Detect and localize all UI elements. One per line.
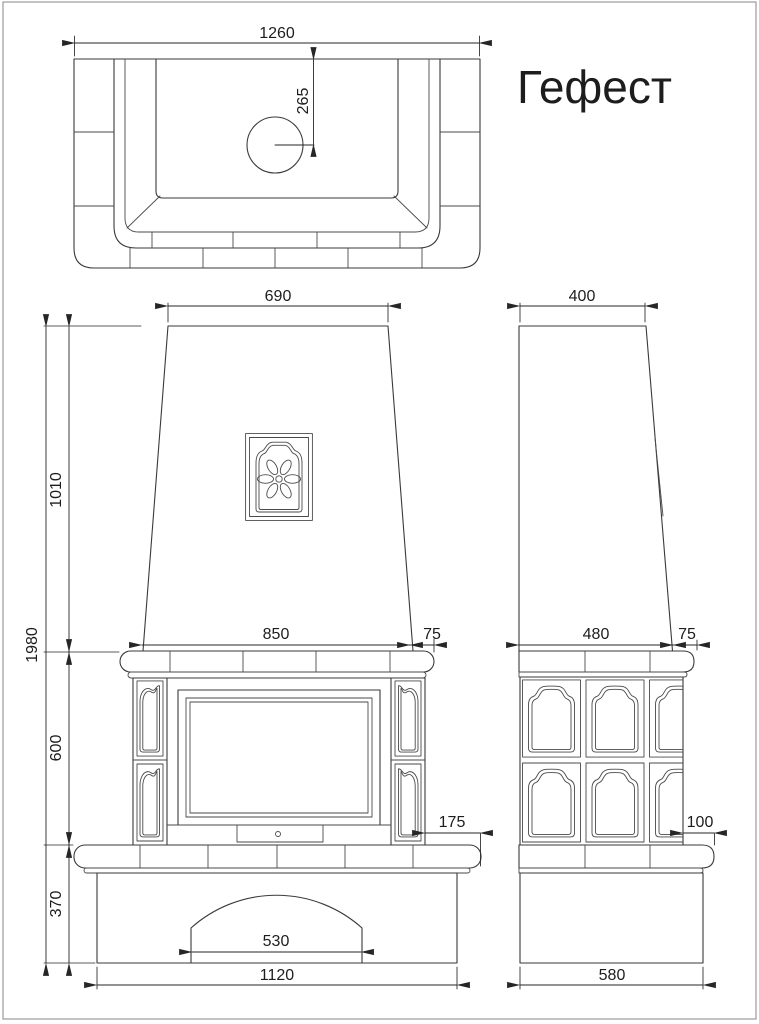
front-view — [24, 288, 481, 989]
dim-base-height: 370 — [48, 890, 65, 918]
dim-side-shelf-overhang: 100 — [686, 814, 714, 831]
dim-side-mantel-overhang: 75 — [678, 626, 696, 643]
plan-wall-outer — [114, 59, 440, 248]
side-hearth-lip — [519, 868, 703, 873]
hearth-shelf — [74, 845, 481, 868]
plan-firebox-chamber — [156, 59, 398, 198]
dim-plan-width: 1260 — [259, 25, 295, 42]
mantel-shelf-joints — [170, 651, 390, 672]
side-hood-seam — [655, 438, 663, 516]
side-mantel-lip — [519, 672, 687, 677]
dim-shelf-overhang-right: 175 — [438, 814, 466, 831]
plan-miter-left — [127, 196, 160, 228]
mantel-shelf-lip — [128, 672, 426, 678]
dim-body-height: 600 — [48, 734, 65, 762]
side-base — [520, 873, 703, 963]
plan-miter-right — [394, 196, 427, 228]
hearth-shelf-lip — [84, 868, 470, 873]
dim-side-top-depth: 400 — [568, 288, 596, 305]
pillar-tile — [137, 764, 163, 841]
vent-grille — [246, 434, 313, 521]
plan-hearth-slab — [74, 59, 480, 268]
firebox-door — [178, 690, 380, 825]
side-view — [519, 288, 715, 989]
page-border — [3, 2, 756, 1019]
side-body — [520, 677, 683, 845]
pillar-tile — [395, 764, 421, 841]
dim-side-base-depth: 580 — [598, 967, 626, 984]
dim-hood-top-width: 690 — [264, 288, 292, 305]
front-body — [133, 678, 425, 845]
dim-side-body-depth: 480 — [582, 626, 610, 643]
dim-arch-width: 530 — [262, 933, 290, 950]
drawer-knob — [276, 832, 281, 837]
dim-hood-height: 1010 — [48, 472, 65, 508]
pillar-tile — [395, 681, 421, 756]
hearth-shelf-joints — [140, 845, 413, 868]
page-title: Гефест — [517, 61, 672, 113]
hearth-arch — [191, 895, 362, 963]
dim-base-front-width: 1120 — [259, 967, 295, 984]
dim-flue-offset: 265 — [295, 87, 312, 115]
side-mantel-shelf — [519, 651, 694, 672]
plan-wall-inner — [125, 59, 429, 232]
side-hood — [519, 326, 673, 651]
pillar-tile — [137, 681, 163, 756]
dim-total-height: 1980 — [24, 627, 41, 663]
mantel-shelf — [120, 651, 434, 672]
dim-firebox-level-width: 850 — [262, 626, 290, 643]
side-hearth-shelf — [519, 845, 714, 868]
dim-mantel-overhang: 75 — [423, 626, 441, 643]
top-view — [74, 25, 480, 268]
side-tiles — [523, 680, 708, 842]
